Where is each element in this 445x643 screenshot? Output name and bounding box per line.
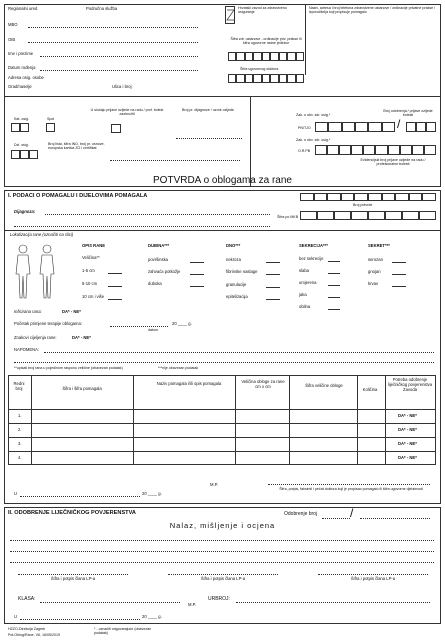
section-1-heading: I. PODACI O POMAGALU I DIJELOVIMA POMAGALA bbox=[8, 193, 148, 199]
dob-label: Datum rođenja bbox=[8, 65, 36, 70]
name-label: Ime i prezime bbox=[8, 51, 34, 56]
sig2-u-label: U bbox=[14, 614, 18, 619]
col-sekrecija-item-0: bez sekrecije bbox=[299, 256, 324, 261]
cat-label: Kat. osig. bbox=[14, 117, 29, 121]
doctor-code-boxes[interactable] bbox=[228, 74, 304, 83]
mbo-field[interactable] bbox=[28, 27, 198, 28]
start-label: Početak primjene terapije oblogama: bbox=[14, 321, 82, 326]
approval-no-label: Odobrenje broj bbox=[284, 511, 318, 517]
dob-field[interactable] bbox=[40, 70, 198, 71]
dubina-field-2[interactable] bbox=[190, 286, 204, 287]
extra-field[interactable] bbox=[110, 160, 240, 161]
diagnosis-line-1[interactable] bbox=[45, 214, 270, 215]
klasa-field[interactable] bbox=[40, 602, 180, 603]
approval-slash: / bbox=[350, 506, 354, 520]
diagnosis-label: Dijagnoza: bbox=[14, 209, 36, 214]
col-sekrecija-item-4: obilna bbox=[299, 304, 311, 309]
row-1-yn[interactable]: DA* - NE* bbox=[398, 413, 417, 418]
injury-note: U slučaju prijave ozljede na radu / prof. bolest zaokružiti bbox=[90, 108, 164, 117]
pn-boxes-right[interactable] bbox=[406, 122, 436, 132]
pn-label: PN/TJO bbox=[298, 126, 311, 130]
lp-sig-3-caption: Šifra i potpis člana LP-a bbox=[350, 576, 396, 581]
sig2-year: 20 ____ g. bbox=[142, 614, 162, 619]
note-label: NAPOMENA: bbox=[14, 347, 40, 352]
footnote-2: ***nije obavezan podatak bbox=[158, 366, 199, 370]
zak2-label: Zak. o obv. zdr. osig.* bbox=[296, 138, 331, 142]
col-opis-head: OPIS RANE bbox=[82, 243, 106, 248]
footer-left-2: Pot.Oblog/Rane, V6, 16/05/2019 bbox=[8, 633, 60, 637]
note-line-1[interactable] bbox=[44, 352, 434, 353]
oib-pb-boxes[interactable] bbox=[315, 145, 436, 155]
healing-options[interactable]: DA* - NE* bbox=[72, 335, 91, 340]
col-sekrecija-item-1: slaba bbox=[299, 268, 310, 273]
branch-label: Područna služba bbox=[86, 6, 118, 11]
infected-options[interactable]: DA* - NE* bbox=[62, 309, 81, 314]
zak-label: Zak. o obv. zdr. osig.* bbox=[296, 113, 331, 117]
urbroj-field[interactable] bbox=[236, 602, 430, 603]
col-dno-item-2: granulacije bbox=[226, 282, 247, 287]
cat2-box-2[interactable] bbox=[20, 150, 29, 159]
pn-boxes[interactable] bbox=[315, 122, 395, 132]
opis-field-3[interactable] bbox=[108, 299, 122, 300]
col-opis-item-3: 10 cm i više bbox=[82, 294, 105, 299]
sig1-doctor-field[interactable] bbox=[268, 484, 430, 485]
injury-box[interactable] bbox=[111, 124, 121, 133]
sekret-field-1[interactable] bbox=[392, 274, 406, 275]
sekrecija-field-2[interactable] bbox=[328, 285, 340, 286]
potvrda-label: Broj potvrde bbox=[353, 203, 373, 207]
oib-pb-label: O.R.PB bbox=[298, 149, 311, 153]
th-rb: Redni broj bbox=[13, 381, 25, 391]
start-date-caption: datum bbox=[148, 328, 158, 332]
row-4-yn[interactable]: DA* - NE* bbox=[398, 455, 417, 460]
footer-right: * - označiti odgovarajuće (obavezan podatak) bbox=[94, 627, 152, 636]
extra-note: Broj lista, šifra INO, broj pr. osnove, europska kartica ZO i certifikat bbox=[48, 142, 105, 151]
dno-field-1[interactable] bbox=[266, 274, 280, 275]
opinion-line-1[interactable] bbox=[10, 540, 434, 541]
evid-label: Evidencijski broj prijave ozljede na radu / profesionalne bolesti bbox=[360, 158, 426, 167]
mkb-label: Šifra po MKB bbox=[277, 215, 299, 219]
footnote-1: **upisati broj rana u pojedinom rasponu veličine (obavezan podatak) bbox=[14, 366, 123, 370]
col-dno-item-1: fibrinske naslage bbox=[226, 269, 258, 274]
lp-sig-1-field[interactable] bbox=[18, 574, 128, 575]
slash-mark: / bbox=[397, 117, 401, 131]
col-sekrecija-item-2: umjerena bbox=[299, 280, 317, 285]
row-2-no: 2. bbox=[18, 427, 22, 432]
loc-divider bbox=[4, 230, 441, 231]
note-line-2[interactable] bbox=[14, 362, 434, 363]
cat-box-1[interactable] bbox=[11, 123, 20, 132]
row-3-no: 3. bbox=[18, 441, 22, 446]
col-dno-item-0: nekroza bbox=[226, 257, 241, 262]
sekrecija-field-4[interactable] bbox=[328, 309, 340, 310]
col-dubina-item-2: duboka bbox=[148, 281, 162, 286]
infected-label: Inficirana rana: bbox=[14, 309, 42, 314]
hzzo-logo-mark bbox=[226, 8, 235, 22]
th-naziv: Naziv pomagala i/ili opis pomagala bbox=[156, 381, 222, 386]
healing-label: Znakovi cijeljenja rane: bbox=[14, 335, 57, 340]
dno-field-0[interactable] bbox=[266, 262, 280, 263]
dubina-field-0[interactable] bbox=[190, 262, 204, 263]
zak-right-label: Broj odobrenja / prijave ozljede bolesti bbox=[383, 109, 433, 118]
col-sekret-item-1: gnojan bbox=[368, 269, 381, 274]
cat2-box-1[interactable] bbox=[11, 150, 20, 159]
dno-field-2[interactable] bbox=[266, 287, 280, 288]
sig1-place-field[interactable] bbox=[20, 496, 140, 497]
col-sekrecija-head: SEKRECIJA*** bbox=[299, 243, 328, 248]
cat2-box-3[interactable] bbox=[29, 150, 38, 159]
col-dno-head: DNO*** bbox=[226, 243, 241, 248]
oib-field[interactable] bbox=[28, 42, 198, 43]
diagnosis-note: Broj pr. dijagnoze / uzrok ozljede bbox=[182, 108, 234, 112]
provider-note: Naziv, adresa i broj telefona zdravstvene ustanove / ordinacije privatne prakse / isporučitelja koji propisuje pomagalo bbox=[309, 6, 436, 15]
th-sifra: Šifra i šifra pomagala bbox=[62, 386, 102, 391]
th-sifra-velicine: Šifra veličine obloge bbox=[305, 383, 343, 388]
diagnosis-line-2[interactable] bbox=[14, 226, 270, 227]
col-dubina-item-0: površinska bbox=[148, 257, 169, 262]
reg-boxes[interactable] bbox=[228, 52, 304, 61]
doctor-code-label: Šifra ugovornog doktora bbox=[240, 67, 279, 71]
mkb-boxes-1[interactable] bbox=[300, 211, 436, 220]
lp-sig-2-field[interactable] bbox=[168, 574, 278, 575]
sig2-place-field[interactable] bbox=[20, 619, 140, 620]
opinion-line-2[interactable] bbox=[10, 551, 434, 552]
row-4-no: 4. bbox=[18, 455, 22, 460]
cat2-label: Dzl. osig. bbox=[14, 143, 29, 147]
address-label: Adresa osig. osobe bbox=[8, 75, 44, 80]
city-label: Grad/naselje bbox=[8, 84, 32, 89]
approval-no-field-2[interactable] bbox=[360, 518, 430, 519]
opis-field-2[interactable] bbox=[108, 286, 122, 287]
mbo-label: MBO bbox=[8, 22, 18, 27]
sekrecija-field-1[interactable] bbox=[328, 273, 340, 274]
start-date-field[interactable] bbox=[110, 326, 168, 327]
th-odobrenje: Potreba odobrenje liječničkog povjerenstva Zavoda bbox=[387, 377, 433, 392]
cat-box-2[interactable] bbox=[20, 123, 29, 132]
sekret-field-2[interactable] bbox=[392, 286, 406, 287]
address-line bbox=[4, 96, 441, 97]
right-divider bbox=[250, 96, 251, 187]
body-figure-back[interactable] bbox=[36, 244, 58, 300]
col-sekret-head: SEKRET*** bbox=[368, 243, 390, 248]
footer-left: HZZO-Direkcija Zagreb bbox=[8, 627, 46, 631]
urbroj-label: URBROJ: bbox=[208, 596, 230, 602]
sex-label: Spol bbox=[47, 117, 55, 121]
opinion-line-3[interactable] bbox=[10, 562, 434, 563]
loc-label: Lokalizacija rane (označiti na slici) bbox=[10, 232, 74, 237]
sig2-mp: M.P. bbox=[188, 602, 197, 607]
start-year: 20 ____ g. bbox=[172, 321, 192, 326]
sekret-field-0[interactable] bbox=[392, 262, 406, 263]
col-sekret-item-2: krvav bbox=[368, 281, 379, 286]
provider-divider bbox=[305, 5, 306, 75]
th-kolicina: Količina bbox=[362, 387, 378, 392]
sig1-u-label: U bbox=[14, 491, 18, 496]
lp-sig-1-caption: Šifra i potpis člana LP-a bbox=[50, 576, 96, 581]
row-3-yn[interactable]: DA* - NE* bbox=[398, 441, 417, 446]
row-2-yn[interactable]: DA* - NE* bbox=[398, 427, 417, 432]
dubina-field-1[interactable] bbox=[190, 274, 204, 275]
col-sekrecija-item-3: jaka bbox=[299, 292, 307, 297]
body-figure-front[interactable] bbox=[12, 244, 34, 300]
col-dubina-head: DUBINA*** bbox=[148, 243, 170, 248]
sex-box[interactable] bbox=[46, 123, 55, 132]
street-label: Ulica i broj bbox=[112, 84, 132, 89]
lp-sig-3-field[interactable] bbox=[318, 574, 428, 575]
page-title: POTVRDA o oblogama za rane bbox=[153, 175, 292, 186]
logo-text: Hrvatski zavod za zdravstveno osiguranje bbox=[238, 6, 287, 15]
sig1-doctor-caption: Šifra, potpis, faksimil i pečat doktora koji je propisao pomagalo ili šifra ugovorne djelatnosti bbox=[279, 487, 423, 491]
col-opis-item-0: Veličina** bbox=[82, 255, 100, 260]
dno-field-3[interactable] bbox=[266, 299, 280, 300]
col-sekret-item-0: serozan bbox=[368, 257, 383, 262]
oib-label: OIB bbox=[8, 37, 16, 42]
lp-sig-2-caption: Šifra i potpis člana LP-a bbox=[200, 576, 246, 581]
name-field[interactable] bbox=[40, 56, 198, 57]
section-2-heading: II. ODOBRENJE LIJEČNIČKOG POVJERENSTVA bbox=[8, 510, 136, 516]
sig1-year: 20 ____ g. bbox=[142, 491, 162, 496]
klasa-label: KLASA: bbox=[18, 596, 36, 602]
approval-no-field-1[interactable] bbox=[322, 518, 350, 519]
th-velicina: Veličina obloge za rane cm x cm bbox=[241, 379, 285, 389]
col-opis-item-1: 1-5 cm bbox=[82, 268, 95, 273]
reg-box-label: Šifra zdr. ustanove - ordinacije priv. prakse ili šifra ugovorne radne jedinice bbox=[230, 37, 302, 46]
sekrecija-field-3[interactable] bbox=[328, 297, 340, 298]
potvrda-boxes[interactable] bbox=[300, 193, 436, 201]
regional-office-label: Regionalni ured bbox=[8, 6, 38, 11]
opis-field-1[interactable] bbox=[108, 273, 122, 274]
row-1-no: 1. bbox=[18, 413, 22, 418]
col-dno-item-3: epitelizacija bbox=[226, 294, 248, 299]
col-opis-item-2: 5-10 cm bbox=[82, 281, 98, 286]
col-dubina-item-1: zahvaća potkožje bbox=[148, 269, 181, 274]
sig1-mp: M.P. bbox=[210, 482, 219, 487]
diagnosis-field[interactable] bbox=[176, 138, 242, 139]
sekrecija-field-0[interactable] bbox=[328, 261, 340, 262]
opinion-heading: Nalaz, mišljenje i ocjena bbox=[169, 521, 276, 530]
